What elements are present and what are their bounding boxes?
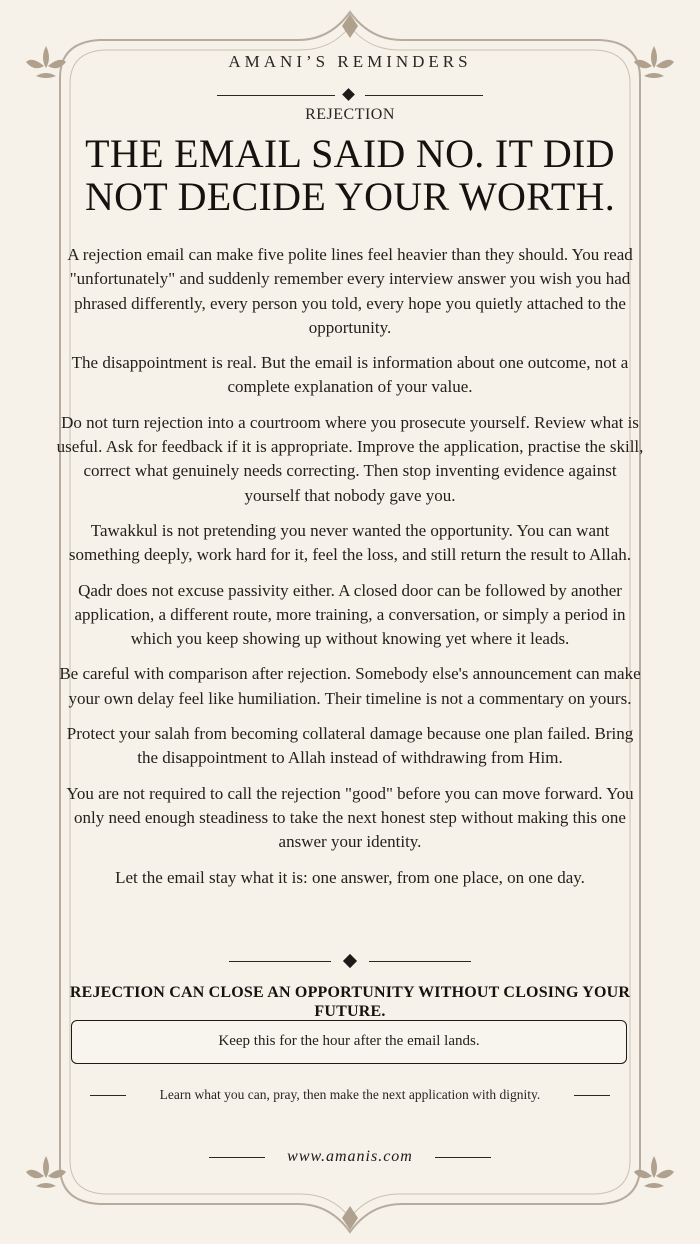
body-text: [56, 243, 644, 901]
divider-line-right: [369, 961, 471, 962]
closing-statement: REJECTION CAN CLOSE AN OPPORTUNITY WITHOUT CLOSING YOUR FUTURE.: [69, 984, 631, 1020]
headline: THE EMAIL SAID NO. IT DID NOT DECIDE YOUR WORTH.: [84, 131, 616, 219]
paragraph: Protect your salah from becoming collateral damage because one plan failed. Bring the disappointment to Allah instead of withdrawing from Him.: [66, 724, 634, 768]
brand-name: AMANI’S REMINDERS: [228, 52, 472, 71]
website-line-right: [435, 1157, 491, 1158]
diamond-icon: [342, 88, 355, 101]
website-line-left: [209, 1157, 265, 1158]
keep-note-box: Keep this for the hour after the email lands.: [71, 1020, 627, 1064]
section-divider: [229, 955, 471, 969]
footnote-line-left: [90, 1095, 126, 1096]
diamond-icon: [343, 954, 357, 968]
topic-label: REJECTION: [305, 106, 395, 123]
footnote-line-right: [574, 1095, 610, 1096]
footnote-row: [40, 1085, 660, 1105]
divider-line-right: [365, 95, 483, 96]
divider-line-left: [229, 961, 331, 962]
brand-divider: [217, 89, 483, 103]
website-url: www.amanis.com: [287, 1148, 413, 1165]
footnote: Learn what you can, pray, then make the next application with dignity.: [159, 1087, 541, 1102]
paragraph: The disappointment is real. But the email is information about one outcome, not a complete explanation of your value.: [71, 353, 629, 397]
paragraph: A rejection email can make five polite lines feel heavier than they should. You read "unfortunately" and suddenly remember every interview answer you wish you had phrased differently, every person you told, every hope you quietly attached to the opportunity.: [67, 245, 633, 337]
paragraph: Let the email stay what it is: one answer, from one place, on one day.: [115, 867, 585, 887]
paragraph: You are not required to call the rejection "good" before you can move forward. You only need enough steadiness to take the next honest step without making this one answer your identity.: [66, 783, 634, 852]
divider-line-left: [217, 95, 335, 96]
paragraph: Tawakkul is not pretending you never wanted the opportunity. You can want something deeply, work hard for it, feel the loss, and still return the result to Allah.: [68, 520, 632, 565]
paragraph: Be careful with comparison after rejection. Somebody else's announcement can make your own delay feel like humiliation. Their timeline is not a commentary on yours.: [59, 664, 641, 708]
website-row: [40, 1146, 660, 1168]
paragraph: Qadr does not excuse passivity either. A closed door can be followed by another application, a different route, more training, a conversation, or simply a period in which you keep showing up without knowing yet where it leads.: [74, 580, 626, 649]
paragraph: Do not turn rejection into a courtroom where you prosecute yourself. Review what is useful. Ask for feedback if it is appropriate. Improve the application, practise the skill, correct what genuinely needs correcting. Then stop inventing evidence against yourself that nobody gave you.: [56, 412, 644, 505]
